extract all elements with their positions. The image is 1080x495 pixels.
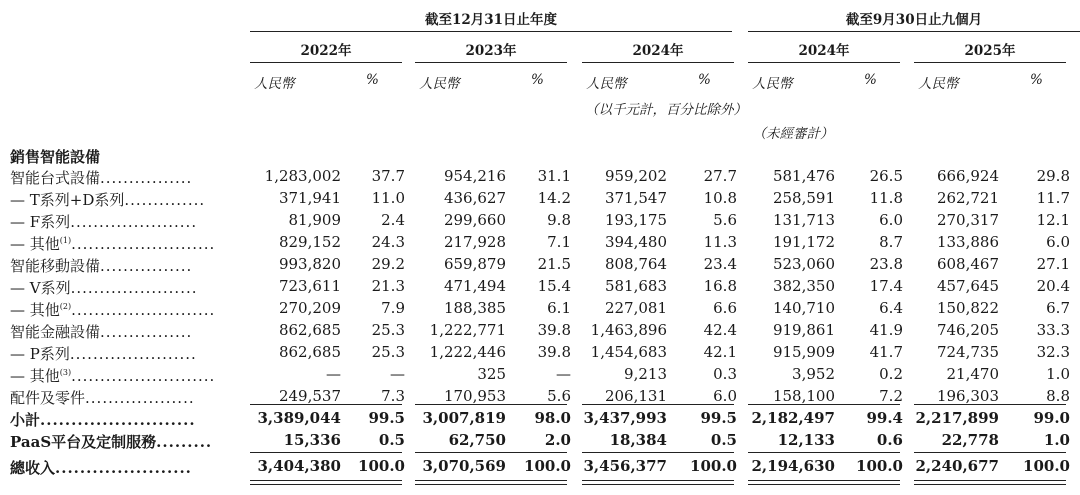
subtotal-rule bbox=[748, 404, 900, 405]
cell-amount: 993,820 bbox=[278, 255, 341, 273]
row-label bbox=[10, 409, 196, 430]
cell-percent: 29.8 bbox=[1036, 167, 1070, 185]
cell-amount: 1,454,683 bbox=[590, 343, 667, 361]
row-label bbox=[10, 233, 215, 254]
table-row bbox=[0, 167, 1080, 189]
cell-percent: 39.8 bbox=[537, 321, 571, 339]
cell-amount: 829,152 bbox=[278, 233, 341, 251]
cell-amount: 959,202 bbox=[604, 167, 667, 185]
row-label-text: 總收入 bbox=[10, 459, 56, 477]
cell-amount: 581,683 bbox=[604, 277, 667, 295]
row-label-text: PaaS平台及定制服務 bbox=[10, 433, 157, 451]
cell-percent: 25.3 bbox=[371, 321, 405, 339]
cell-percent: 5.6 bbox=[713, 211, 737, 229]
currency-label: 人民幣 bbox=[419, 76, 460, 92]
cell-percent: 100.0 bbox=[524, 457, 571, 475]
cell-percent: 39.8 bbox=[537, 343, 571, 361]
cell-percent: 6.1 bbox=[547, 299, 571, 317]
table-row bbox=[0, 343, 1080, 365]
year-header: 2023年 bbox=[465, 43, 517, 59]
cell-amount: 3,404,380 bbox=[257, 457, 341, 475]
cell-amount: 666,924 bbox=[936, 167, 999, 185]
unaudited-note: （未經審計） bbox=[752, 126, 834, 142]
double-rule-top bbox=[415, 480, 567, 481]
cell-amount: 9,213 bbox=[624, 365, 667, 383]
cell-percent: 1.0 bbox=[1046, 365, 1070, 383]
cell-amount: 196,303 bbox=[936, 387, 999, 405]
total-rule bbox=[748, 452, 900, 453]
cell-amount: 131,713 bbox=[772, 211, 835, 229]
cell-amount: 1,222,446 bbox=[429, 343, 506, 361]
cell-percent: 10.8 bbox=[703, 189, 737, 207]
cell-amount: 158,100 bbox=[772, 387, 835, 405]
double-rule-bottom bbox=[415, 484, 567, 485]
leader-dots: ...................... bbox=[70, 213, 198, 231]
cell-amount: 140,710 bbox=[772, 299, 835, 317]
row-label bbox=[10, 365, 215, 386]
year-rule bbox=[914, 62, 1066, 63]
cell-amount: 523,060 bbox=[772, 255, 835, 273]
leader-dots: .............. bbox=[124, 191, 206, 209]
row-label-text: 智能台式設備 bbox=[10, 169, 101, 187]
row-label bbox=[10, 343, 197, 364]
percent-label: % bbox=[698, 72, 711, 88]
row-label bbox=[10, 387, 195, 408]
cell-percent: 31.1 bbox=[537, 167, 571, 185]
cell-amount: 227,081 bbox=[604, 299, 667, 317]
cell-amount: 3,952 bbox=[792, 365, 835, 383]
cell-percent: 1.0 bbox=[1043, 431, 1070, 449]
cell-amount: 15,336 bbox=[283, 431, 341, 449]
leader-dots: ......................... bbox=[40, 411, 196, 429]
cell-percent: 100.0 bbox=[358, 457, 405, 475]
total-rule bbox=[250, 452, 402, 453]
row-label-text: 配件及零件 bbox=[10, 389, 86, 407]
cell-percent: 6.6 bbox=[713, 299, 737, 317]
section-title: 銷售智能設備 bbox=[10, 148, 101, 166]
year-rule bbox=[250, 62, 402, 63]
cell-amount: 2,194,630 bbox=[751, 457, 835, 475]
cell-amount: 3,456,377 bbox=[583, 457, 667, 475]
cell-amount: 217,928 bbox=[443, 233, 506, 251]
percent-label: % bbox=[1030, 72, 1043, 88]
cell-percent: 99.4 bbox=[866, 409, 903, 427]
cell-percent: 2.4 bbox=[381, 211, 405, 229]
subtotal-rule bbox=[250, 404, 402, 405]
cell-percent: 41.9 bbox=[869, 321, 903, 339]
year-rule bbox=[748, 62, 900, 63]
cell-percent: 12.1 bbox=[1036, 211, 1070, 229]
row-label-text: 智能金融設備 bbox=[10, 323, 101, 341]
period-fy-title: 截至12月31日止年度 bbox=[424, 12, 558, 28]
cell-amount: 1,222,771 bbox=[429, 321, 506, 339]
cell-amount: 325 bbox=[477, 365, 506, 383]
cell-percent: 21.3 bbox=[371, 277, 405, 295]
total-rule bbox=[914, 452, 1066, 453]
cell-amount: 18,384 bbox=[609, 431, 667, 449]
leader-dots: ...................... bbox=[69, 345, 197, 363]
double-rule-top bbox=[748, 480, 900, 481]
cell-amount: 249,537 bbox=[278, 387, 341, 405]
subtotal-rule bbox=[582, 404, 734, 405]
cell-amount: 919,861 bbox=[772, 321, 835, 339]
row-label-text: — T系列+D系列 bbox=[10, 191, 125, 209]
cell-percent: 99.0 bbox=[1033, 409, 1070, 427]
double-rule-top bbox=[914, 480, 1066, 481]
period-9m-rule bbox=[748, 31, 1080, 32]
cell-amount: 81,909 bbox=[288, 211, 341, 229]
table-row bbox=[0, 255, 1080, 277]
table-row bbox=[0, 233, 1080, 255]
cell-amount: 133,886 bbox=[936, 233, 999, 251]
row-label-text: 小計 bbox=[10, 411, 41, 429]
cell-percent: 29.2 bbox=[371, 255, 405, 273]
row-label bbox=[10, 321, 192, 342]
cell-percent: 7.9 bbox=[381, 299, 405, 317]
cell-amount: 2,217,899 bbox=[915, 409, 999, 427]
subtotal-rule bbox=[914, 404, 1066, 405]
table-row bbox=[0, 211, 1080, 233]
row-label bbox=[10, 299, 215, 320]
cell-amount: 436,627 bbox=[443, 189, 506, 207]
table-row bbox=[0, 189, 1080, 211]
cell-amount: 2,240,677 bbox=[915, 457, 999, 475]
leader-dots: ......................... bbox=[71, 367, 216, 385]
cell-percent: 100.0 bbox=[856, 457, 903, 475]
row-label-text: 智能移動設備 bbox=[10, 257, 101, 275]
cell-amount: 371,941 bbox=[278, 189, 341, 207]
cell-amount: 150,822 bbox=[936, 299, 999, 317]
year-header: 2025年 bbox=[964, 43, 1016, 59]
cell-percent: 23.4 bbox=[703, 255, 737, 273]
footnote-marker: (1) bbox=[59, 236, 72, 245]
row-label-text: — 其他 bbox=[10, 301, 60, 319]
double-rule-top bbox=[250, 480, 402, 481]
cell-percent: 8.7 bbox=[879, 233, 903, 251]
cell-percent: 0.5 bbox=[378, 431, 405, 449]
cell-percent: 37.7 bbox=[371, 167, 405, 185]
cell-percent: 0.3 bbox=[713, 365, 737, 383]
cell-percent: 6.0 bbox=[879, 211, 903, 229]
footnote-marker: (2) bbox=[59, 302, 72, 311]
cell-amount: 2,182,497 bbox=[751, 409, 835, 427]
subtotal-rule bbox=[415, 404, 567, 405]
cell-percent: 16.8 bbox=[703, 277, 737, 295]
cell-percent: 11.8 bbox=[869, 189, 903, 207]
table-row bbox=[0, 431, 1080, 453]
cell-percent: 20.4 bbox=[1036, 277, 1070, 295]
cell-percent: 100.0 bbox=[1023, 457, 1070, 475]
year-header: 2022年 bbox=[300, 43, 352, 59]
cell-percent: 99.5 bbox=[700, 409, 737, 427]
cell-amount: 581,476 bbox=[772, 167, 835, 185]
cell-amount: 299,660 bbox=[443, 211, 506, 229]
cell-amount: 3,389,044 bbox=[257, 409, 341, 427]
cell-percent: 27.1 bbox=[1036, 255, 1070, 273]
cell-percent: 99.5 bbox=[368, 409, 405, 427]
cell-amount: 915,909 bbox=[772, 343, 835, 361]
currency-label: 人民幣 bbox=[752, 76, 793, 92]
cell-percent: — bbox=[556, 365, 571, 383]
leader-dots: ................... bbox=[85, 389, 195, 407]
cell-amount: 193,175 bbox=[604, 211, 667, 229]
table-row bbox=[0, 387, 1080, 409]
cell-amount: 659,879 bbox=[443, 255, 506, 273]
cell-percent: 98.0 bbox=[534, 409, 571, 427]
year-header: 2024年 bbox=[632, 43, 684, 59]
cell-amount: 3,007,819 bbox=[422, 409, 506, 427]
cell-amount: 3,437,993 bbox=[583, 409, 667, 427]
period-9m-title: 截至9月30日止九個月 bbox=[845, 12, 983, 28]
currency-label: 人民幣 bbox=[586, 76, 627, 92]
cell-amount: 191,172 bbox=[772, 233, 835, 251]
cell-amount: 188,385 bbox=[443, 299, 506, 317]
table-row bbox=[0, 365, 1080, 387]
cell-amount: 746,205 bbox=[936, 321, 999, 339]
cell-percent: 6.4 bbox=[879, 299, 903, 317]
cell-amount: 62,750 bbox=[448, 431, 506, 449]
cell-percent: 6.0 bbox=[1046, 233, 1070, 251]
cell-amount: 1,463,896 bbox=[590, 321, 667, 339]
leader-dots: ................ bbox=[100, 257, 193, 275]
cell-percent: 0.5 bbox=[710, 431, 737, 449]
year-rule bbox=[415, 62, 567, 63]
cell-percent: 8.8 bbox=[1046, 387, 1070, 405]
cell-percent: 42.4 bbox=[703, 321, 737, 339]
cell-amount: 954,216 bbox=[443, 167, 506, 185]
cell-amount: 808,764 bbox=[604, 255, 667, 273]
row-label bbox=[10, 167, 192, 188]
percent-label: % bbox=[864, 72, 877, 88]
cell-amount: 608,467 bbox=[936, 255, 999, 273]
row-label-text: — 其他 bbox=[10, 367, 60, 385]
cell-percent: 27.7 bbox=[703, 167, 737, 185]
cell-amount: 371,547 bbox=[604, 189, 667, 207]
table-row bbox=[0, 409, 1080, 431]
cell-amount: 382,350 bbox=[772, 277, 835, 295]
cell-percent: 25.3 bbox=[371, 343, 405, 361]
cell-amount: 394,480 bbox=[604, 233, 667, 251]
cell-percent: 100.0 bbox=[690, 457, 737, 475]
period-fy-rule bbox=[250, 31, 732, 32]
total-rule bbox=[582, 452, 734, 453]
leader-dots: ......................... bbox=[71, 235, 216, 253]
cell-amount: 723,611 bbox=[278, 277, 341, 295]
cell-percent: 17.4 bbox=[869, 277, 903, 295]
cell-amount: 457,645 bbox=[936, 277, 999, 295]
cell-percent: 6.0 bbox=[713, 387, 737, 405]
cell-percent: 0.6 bbox=[876, 431, 903, 449]
row-label bbox=[10, 431, 212, 452]
currency-label: 人民幣 bbox=[918, 76, 959, 92]
unit-note: （以千元計，百分比除外） bbox=[585, 102, 747, 118]
cell-amount: 206,131 bbox=[604, 387, 667, 405]
cell-amount: 1,283,002 bbox=[264, 167, 341, 185]
row-label-text: — P系列 bbox=[10, 345, 70, 363]
cell-amount: — bbox=[326, 365, 341, 383]
cell-percent: 15.4 bbox=[537, 277, 571, 295]
row-label-text: — V系列 bbox=[10, 279, 71, 297]
year-header: 2024年 bbox=[798, 43, 850, 59]
cell-amount: 471,494 bbox=[443, 277, 506, 295]
cell-amount: 270,209 bbox=[278, 299, 341, 317]
cell-amount: 21,470 bbox=[946, 365, 999, 383]
footnote-marker: (3) bbox=[59, 368, 72, 377]
cell-amount: 3,070,569 bbox=[422, 457, 506, 475]
cell-percent: 42.1 bbox=[703, 343, 737, 361]
cell-percent: 7.1 bbox=[547, 233, 571, 251]
leader-dots: ................ bbox=[100, 323, 193, 341]
percent-label: % bbox=[366, 72, 379, 88]
cell-amount: 22,778 bbox=[941, 431, 999, 449]
double-rule-bottom bbox=[914, 484, 1066, 485]
cell-percent: 41.7 bbox=[869, 343, 903, 361]
table-row bbox=[0, 321, 1080, 343]
cell-percent: 14.2 bbox=[537, 189, 571, 207]
row-label-text: — 其他 bbox=[10, 235, 60, 253]
cell-amount: 862,685 bbox=[278, 343, 341, 361]
leader-dots: ...................... bbox=[55, 459, 192, 477]
row-label bbox=[10, 255, 192, 276]
cell-amount: 12,133 bbox=[777, 431, 835, 449]
cell-amount: 862,685 bbox=[278, 321, 341, 339]
cell-percent: 5.6 bbox=[547, 387, 571, 405]
row-label-text: — F系列 bbox=[10, 213, 71, 231]
row-label bbox=[10, 457, 192, 478]
cell-percent: 26.5 bbox=[869, 167, 903, 185]
cell-amount: 258,591 bbox=[772, 189, 835, 207]
cell-percent: 32.3 bbox=[1036, 343, 1070, 361]
cell-percent: 11.0 bbox=[371, 189, 405, 207]
cell-percent: 0.2 bbox=[879, 365, 903, 383]
cell-percent: 2.0 bbox=[544, 431, 571, 449]
leader-dots: ................ bbox=[100, 169, 193, 187]
row-label bbox=[10, 211, 197, 232]
currency-label: 人民幣 bbox=[254, 76, 295, 92]
cell-percent: — bbox=[390, 365, 405, 383]
cell-amount: 270,317 bbox=[936, 211, 999, 229]
cell-percent: 11.7 bbox=[1036, 189, 1070, 207]
row-label bbox=[10, 189, 205, 210]
double-rule-bottom bbox=[250, 484, 402, 485]
leader-dots: ......................... bbox=[71, 301, 216, 319]
cell-amount: 262,721 bbox=[936, 189, 999, 207]
total-rule bbox=[415, 452, 567, 453]
percent-label: % bbox=[531, 72, 544, 88]
row-label bbox=[10, 277, 198, 298]
table-row bbox=[0, 457, 1080, 479]
leader-dots: ...................... bbox=[70, 279, 198, 297]
cell-percent: 9.8 bbox=[547, 211, 571, 229]
cell-percent: 24.3 bbox=[371, 233, 405, 251]
table-row bbox=[0, 277, 1080, 299]
cell-amount: 724,735 bbox=[936, 343, 999, 361]
double-rule-bottom bbox=[748, 484, 900, 485]
double-rule-top bbox=[582, 480, 734, 481]
cell-percent: 7.3 bbox=[381, 387, 405, 405]
leader-dots: ......... bbox=[156, 433, 213, 451]
table-row bbox=[0, 299, 1080, 321]
cell-amount: 170,953 bbox=[443, 387, 506, 405]
cell-percent: 23.8 bbox=[869, 255, 903, 273]
cell-percent: 11.3 bbox=[703, 233, 737, 251]
cell-percent: 7.2 bbox=[879, 387, 903, 405]
double-rule-bottom bbox=[582, 484, 734, 485]
cell-percent: 33.3 bbox=[1036, 321, 1070, 339]
year-rule bbox=[582, 62, 734, 63]
cell-percent: 6.7 bbox=[1046, 299, 1070, 317]
cell-percent: 21.5 bbox=[537, 255, 571, 273]
